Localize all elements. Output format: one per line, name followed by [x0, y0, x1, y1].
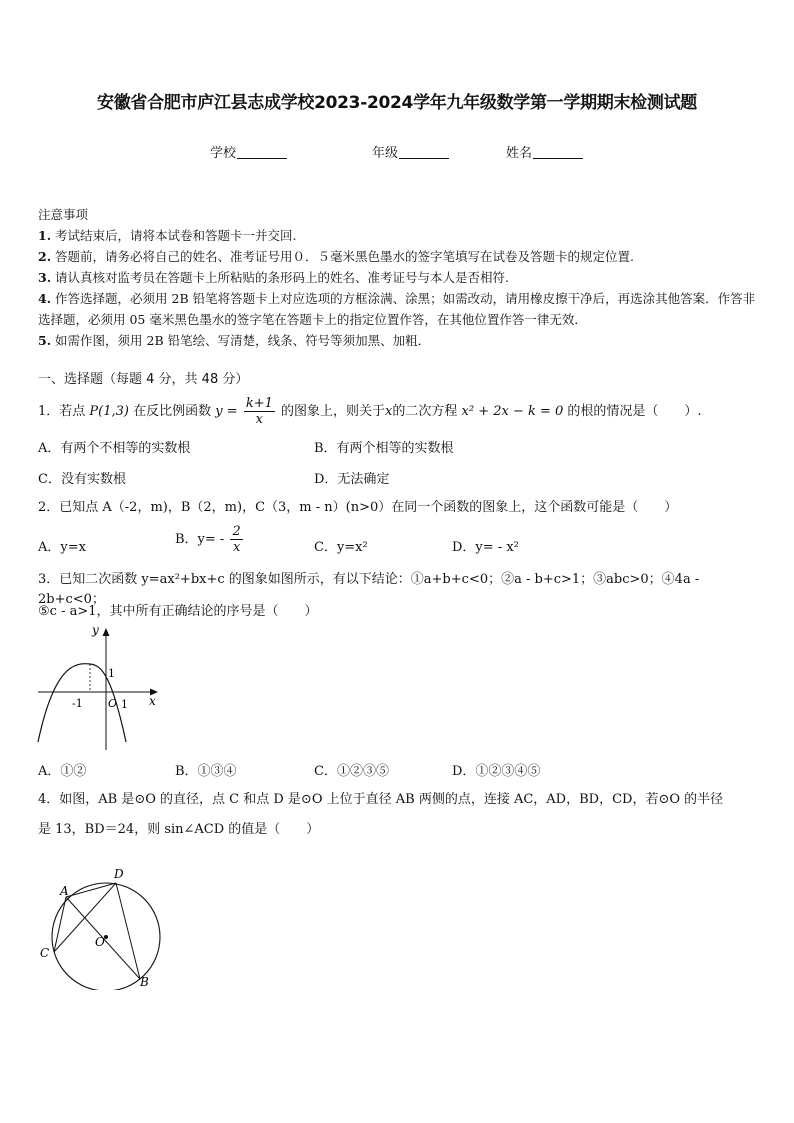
q3-option-b[interactable]: B．①③④	[175, 764, 237, 779]
q2-option-c[interactable]: C．y=x²	[314, 540, 368, 555]
q2-option-b-fraction	[230, 524, 242, 555]
q1-after-var: 的二次方程	[392, 404, 458, 419]
notice-item	[38, 246, 758, 267]
name-label: 姓名	[506, 146, 533, 161]
school-label: 学校	[210, 146, 237, 161]
y-axis-label: y	[92, 623, 99, 637]
q1-var-x: x	[385, 404, 393, 419]
q1-point: P(1,3)	[89, 404, 129, 419]
notice-item	[38, 225, 758, 246]
notice-item	[38, 267, 758, 288]
q3-option-a[interactable]: A．①②	[38, 764, 87, 779]
q1-mid: 在反比例函数	[133, 404, 212, 419]
notice-text: 如需作图，须用 2B 铅笔绘、写清楚，线条、符号等须加黑、加粗．	[55, 333, 431, 348]
notice-section	[38, 204, 758, 351]
question-1	[38, 396, 758, 427]
q1-option-b[interactable]: B．有两个相等的实数根	[314, 441, 454, 456]
q1-fraction	[244, 396, 275, 427]
q1-equation: x² + 2x − k = 0	[461, 404, 564, 419]
notice-num: 3.	[38, 270, 52, 285]
q4-circle-figure	[36, 862, 172, 990]
point-b-label: B	[140, 975, 149, 989]
q3-parabola-graph	[34, 622, 174, 756]
page-title: 安徽省合肥市庐江县志成学校2023-2024学年九年级数学第一学期期末检测试题	[97, 93, 697, 113]
notice-text: 请认真核对监考员在答题卡上所粘贴的条形码上的姓名、准考证号与本人是否相符.	[55, 270, 510, 285]
chord-ac	[54, 897, 66, 952]
q3-option-c[interactable]: C．①②③⑤	[314, 764, 389, 779]
school-blank[interactable]	[237, 145, 287, 159]
q2-b-frac-num: 2	[232, 524, 241, 539]
q2-option-d[interactable]: D．y= - x²	[452, 540, 519, 555]
q1-option-a[interactable]: A．有两个不相等的实数根	[38, 441, 191, 456]
y-one-label: 1	[108, 667, 115, 680]
grade-blank[interactable]	[399, 145, 449, 159]
name-field	[506, 142, 583, 161]
grade-field	[372, 142, 449, 161]
notice-item	[38, 330, 758, 351]
notice-text: 作答选择题，必须用 2B 铅笔将答题卡上对应选项的方框涂满、涂黑；如需改动，请用橡皮擦干净后，再选涂其他答案．作答非选择题，必须用 05 毫米黑色墨水的签字笔在答题卡上的指定位置作答，在其他位置作答一律无效．	[38, 291, 756, 327]
notice-num: 4.	[38, 291, 52, 306]
name-blank[interactable]	[533, 145, 583, 159]
q2-option-b[interactable]	[175, 524, 245, 555]
origin-label: O	[108, 697, 118, 710]
q1-suffix: 的根的情况是（ ）.	[567, 404, 702, 419]
q1-after-func: 的图象上，则关于	[281, 404, 386, 419]
section-heading: 一、选择题（每题 4 分，共 48 分）	[38, 372, 249, 387]
question-3-line-1: 3．已知二次函数 y=ax²+bx+c 的图象如图所示，有以下结论：①a+b+c<0；②a - b+c>1；③abc>0；④4a - 2b+c<0；	[38, 572, 700, 607]
minus-one-label: -1	[72, 697, 83, 710]
q2-option-b-prefix: B．y= -	[175, 532, 225, 547]
grade-label: 年级	[372, 146, 399, 161]
q1-prefix: 1．若点	[38, 404, 86, 419]
q1-option-d[interactable]: D．无法确定	[314, 472, 390, 487]
notice-num: 5.	[38, 333, 52, 348]
school-field	[210, 142, 287, 161]
notice-text: 答题前，请务必将自己的姓名、准考证号用０．５毫米黑色墨水的签字笔填写在试卷及答题卡的规定位置.	[55, 249, 635, 264]
q1-frac-num: k+1	[245, 396, 273, 411]
point-c-label: C	[40, 946, 50, 960]
question-2: 2．已知点 A（-2，m)，B（2，m)，C（3，m - n）(n>0）在同一个函数的图象上，这个函数可能是（ ）	[38, 500, 678, 515]
question-3-line-2: ⑤c - a>1，其中所有正确结论的序号是（ ）	[38, 604, 318, 619]
notice-num: 1.	[38, 228, 52, 243]
chord-bd	[116, 883, 140, 979]
notice-heading: 注意事项	[38, 207, 89, 222]
point-a-label: A	[60, 884, 69, 898]
x-one-label: 1	[121, 698, 128, 711]
question-4-line-2: 是 13，BD＝24，则 sin∠ACD 的值是（ ）	[38, 822, 320, 837]
q1-frac-den: x	[255, 412, 263, 427]
q2-b-frac-den: x	[232, 540, 241, 555]
q3-option-d[interactable]: D．①②③④⑤	[452, 764, 541, 779]
point-o-label: O	[95, 935, 105, 949]
notice-num: 2.	[38, 249, 52, 264]
q1-func-lhs: y =	[215, 404, 238, 419]
point-d-label: D	[114, 867, 124, 881]
student-info-row	[0, 142, 794, 162]
notice-text: 考试结束后，请将本试卷和答题卡一并交回.	[55, 228, 297, 243]
q2-option-a[interactable]: A．y=x	[38, 540, 86, 555]
question-4-line-1: 4．如图，AB 是⊙O 的直径，点 C 和点 D 是⊙O 上位于直径 AB 两侧的点，连接 AC，AD，BD，CD，若⊙O 的半径	[38, 792, 724, 807]
y-axis-arrow-icon	[103, 628, 110, 636]
notice-item	[38, 288, 758, 330]
q1-option-c[interactable]: C．没有实数根	[38, 472, 126, 487]
x-axis-label: x	[149, 694, 156, 708]
